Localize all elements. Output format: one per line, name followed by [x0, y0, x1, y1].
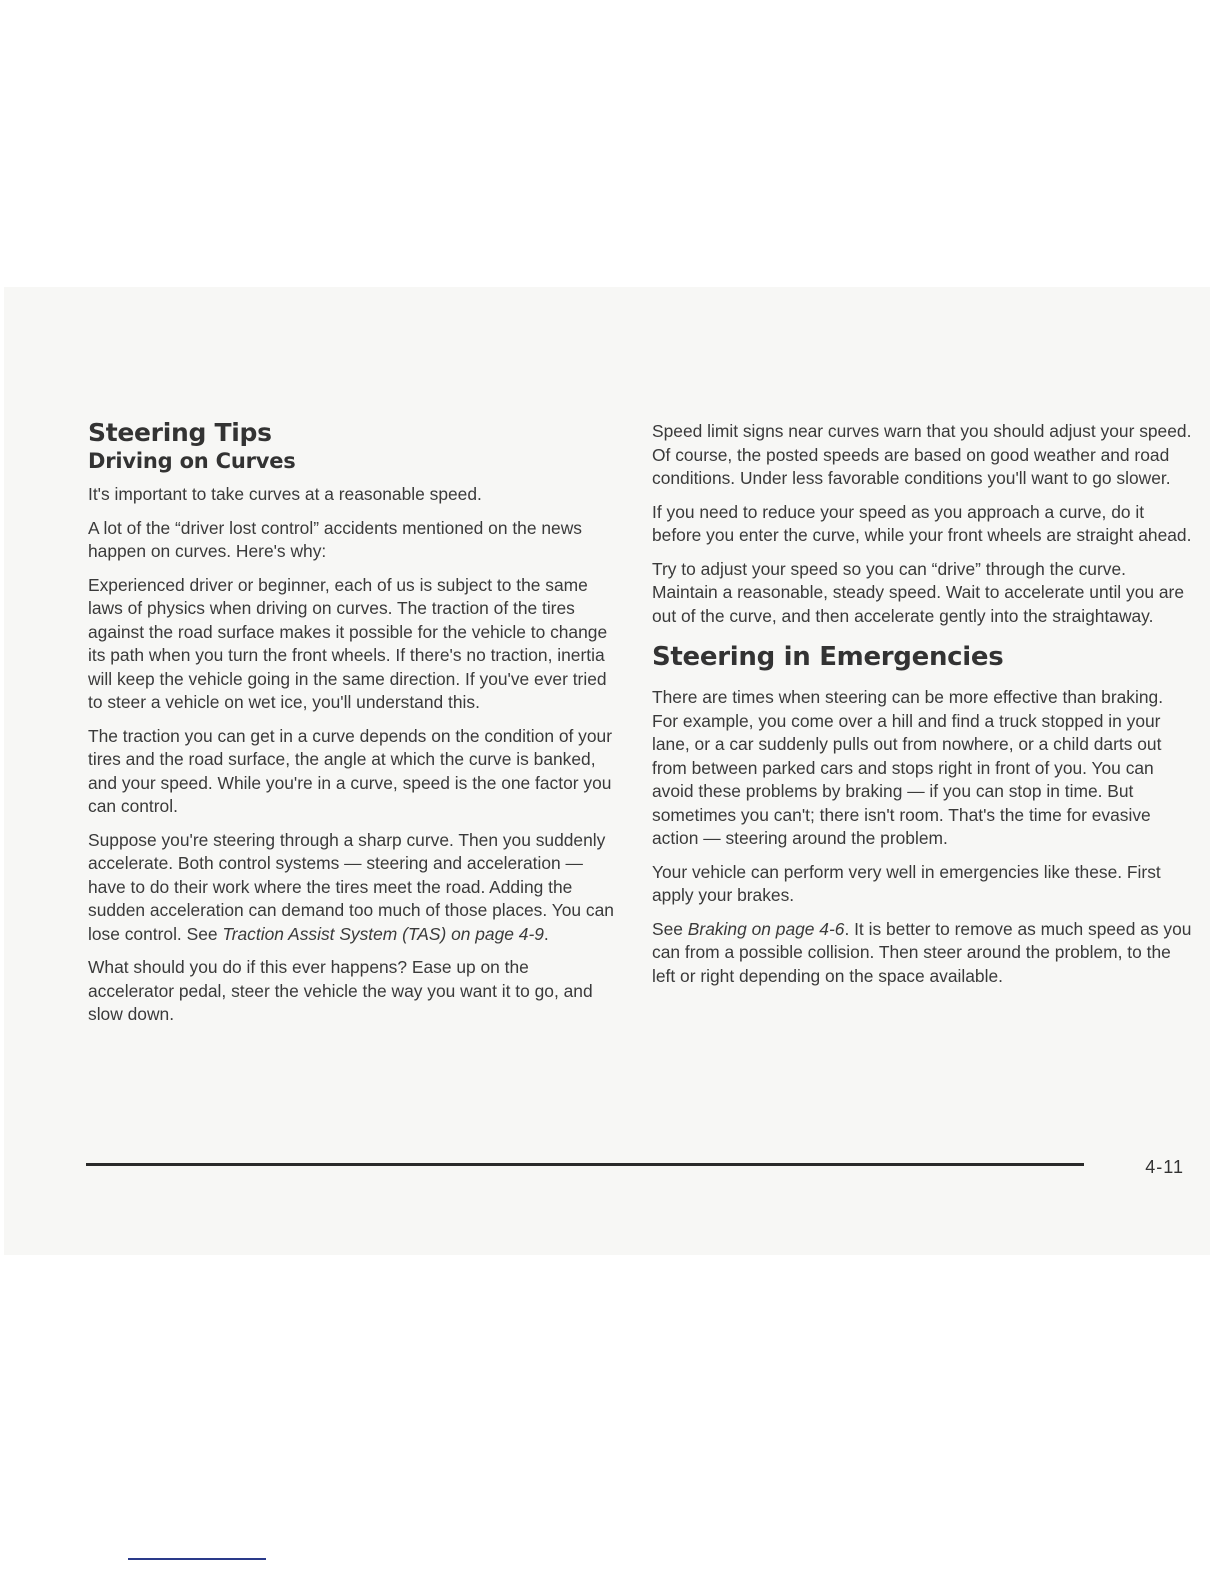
paragraph: [88, 829, 618, 947]
paragraph-text: See: [652, 918, 683, 939]
paragraph: Your vehicle can perform very well in emergencies like these. First apply your brakes.: [652, 861, 1161, 905]
paragraph: A lot of the “driver lost control” accidents mentioned on the news happen on curves. Here's why:: [88, 517, 582, 561]
paragraph: Experienced driver or beginner, each of us is subject to the same laws of physics when driving on curves. The traction of the tires against the road surface makes it possible for the vehicle to change its path when you turn the front wheels. If there's no traction, inertia will keep the vehicle going in the same direction. If you've ever tried to steer a vehicle on wet ice, you'll understand this.: [88, 574, 608, 712]
paragraph: There are times when steering can be more effective than braking. For example, you come over a hill and find a truck stopped in your lane, or a car suddenly pulls out from nowhere, or a child darts out from between parked cars and stops right in front of you. You can avoid these problems by braking — if you can stop in time. But sometimes you can't; there isn't room. That's the time for evasive action — steering around the problem.: [652, 687, 1164, 848]
paragraph: If you need to reduce your speed as you approach a curve, do it before you enter the curve, while your front wheels are straight ahead.: [652, 501, 1192, 545]
paragraph-text: . It is better to remove as much speed as you can from a possible collision. Then steer around the problem, to the left or right depending on the space available.: [652, 918, 1192, 986]
paragraph-end: .: [543, 923, 549, 944]
paragraph: Try to adjust your speed so you can “drive” through the curve. Maintain a reasonable, steady speed. Wait to accelerate until you are out of the curve, and then accelerate gently into the straightaway.: [652, 558, 1185, 626]
subsection-title-driving-on-curves: Driving on Curves: [88, 449, 296, 473]
paragraph-text: Suppose you're steering through a sharp curve. Then you suddenly accelerate. Both control systems — steering and acceleration — have to do their work where the tires meet the road. Adding the sudden acceleration can demand too much of those places. You can lose control. See: [88, 829, 614, 944]
section-title-steering-tips: Steering Tips: [88, 418, 272, 447]
paragraph: What should you do if this ever happens? Ease up on the accelerator pedal, steer the vehicle the way you want it to go, and slow down.: [88, 957, 593, 1024]
footer-rule: [86, 1163, 1084, 1166]
cross-reference-link[interactable]: Braking on page 4-6: [687, 918, 845, 939]
paragraph: [652, 918, 1192, 989]
paragraph: It's important to take curves at a reasonable speed.: [88, 484, 482, 504]
bottom-divider: [128, 1558, 266, 1560]
cross-reference-link[interactable]: Traction Assist System (TAS) on page 4-9: [222, 923, 544, 944]
left-column: [88, 418, 618, 1037]
paragraph: The traction you can get in a curve depends on the condition of your tires and the road surface, the angle at which the curve is banked, and your speed. While you're in a curve, speed is the one factor you can control.: [88, 725, 612, 816]
page-number: 4-11: [1145, 1157, 1184, 1177]
section-title-steering-in-emergencies: Steering in Emergencies: [652, 642, 1004, 672]
right-column: [652, 420, 1192, 998]
paragraph: Speed limit signs near curves warn that you should adjust your speed. Of course, the posted speeds are based on good weather and road conditions. Under less favorable conditions you'll want to go slower.: [652, 421, 1192, 488]
